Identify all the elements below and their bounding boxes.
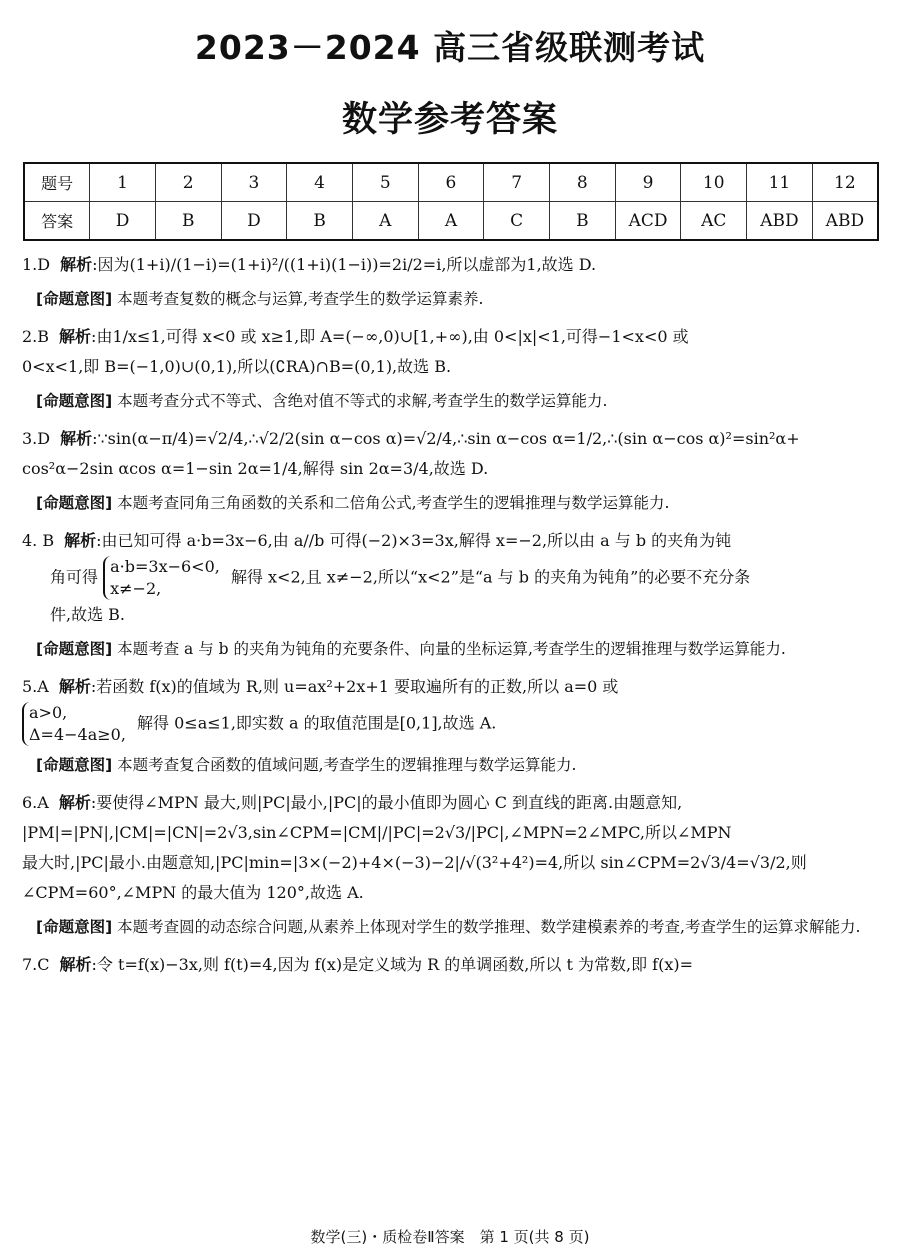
intent-text: 本题考查复合函数的值域问题,考查学生的逻辑推理与数学运算能力. [117,756,577,774]
answer-cell: D [90,202,156,241]
intent-text: 本题考查复数的概念与运算,考查学生的数学运算素养. [117,290,484,308]
answer-cell: A [352,202,418,241]
question-number-cell: 1 [90,163,156,202]
intent-label: [命题意图] [36,918,113,936]
page-subtitle: 数学参考答案 [341,100,558,140]
question-number: 7.C [22,955,50,974]
question-4-solution-pre: 角可得 [50,567,99,587]
question-4: 4. B 解析:由已知可得 a·b=3x−6,由 a//b 可得(−2)×3=3x,解得 x=−2,所以由 a 与 b 的夹角为钝 角可得 a·b=3x−6<0, x≠−2, 解得 x<2,且 x≠−2,所以“x<2”是“a 与 b 的夹角为钝角”的必要不充分条 件,故选 B. [22,526,882,630]
analysis-label: 解析 [60,255,93,274]
question-4-intent [36,634,882,664]
question-5-intent [36,750,882,780]
question-number-cell: 12 [812,163,878,202]
answer-table [23,162,879,241]
analysis-label: 解析 [59,327,92,346]
question-4-solution-line-3: 件,故选 B. [50,605,126,624]
question-number: 5.A [22,677,49,696]
question-7: 7.C 解析:令 t=f(x)−3x,则 f(t)=4,因为 f(x)是定义域为 R 的单调函数,所以 t 为常数,即 f(x)= [22,955,693,974]
row-label-number: 题号 [24,163,90,202]
question-number-cell: 9 [615,163,681,202]
analysis-label: 解析 [59,955,92,974]
answer-table-number-row [24,163,878,202]
question-2: 2.B 解析:由1/x≤1,可得 x<0 或 x≥1,即 A=(−∞,0)∪[1,+∞),由 0<|x|<1,可得−1<x<0 或 0<x<1,即 B=(−1,0)∪(0,1),所以(∁RA)∩B=(0,1),故选 B. [22,322,882,382]
intent-label: [命题意图] [36,494,113,512]
question-number-cell: 6 [418,163,484,202]
question-1-intent [36,284,882,314]
question-number-cell: 10 [681,163,747,202]
answer-cell: B [287,202,353,241]
question-5-solution-line-1: 若函数 f(x)的值域为 R,则 u=ax²+2x+1 要取遍所有的正数,所以 a=0 或 [96,677,619,696]
question-number: 6.A [22,793,49,812]
question-4-solution-line-1: 由已知可得 a·b=3x−6,由 a//b 可得(−2)×3=3x,解得 x=−2,所以由 a 与 b 的夹角为钝 [101,531,732,550]
question-3-solution-line-1: ∵sin(α−π/4)=√2/4,∴√2/2(sin α−cos α)=√2/4,∴sin α−cos α=1/2,∴(sin α−cos α)²=sin²α+ [97,429,800,448]
system-line-2: Δ=4−4a≥0, [29,725,126,744]
question-7-solution-line-1: 令 t=f(x)−3x,则 f(t)=4,因为 f(x)是定义域为 R 的单调函数,所以 t 为常数,即 f(x)= [96,955,693,974]
question-number: 1.D [22,255,51,274]
question-5-solution-post: 解得 0≤a≤1,即实数 a 的取值范围是[0,1],故选 A. [137,713,497,733]
answer-cell: AC [681,202,747,241]
solutions [22,250,882,984]
question-3: 3.D 解析:∵sin(α−π/4)=√2/4,∴√2/2(sin α−cos α)=√2/4,∴sin α−cos α=1/2,∴(sin α−cos α)²=sin²α+ cos²α−2sin αcos α=1−sin 2α=1/4,解得 sin 2α=3/4,故选 D. [22,424,882,484]
intent-label: [命题意图] [36,640,113,658]
intent-text: 本题考查圆的动态综合问题,从素养上体现对学生的数学推理、数学建模素养的考查,考查学生的运算求解能力. [117,918,861,936]
answer-cell: C [484,202,550,241]
question-number-cell: 2 [155,163,221,202]
question-6-solution-line-2: |PM|=|PN|,|CM|=|CN|=2√3,sin∠CPM=|CM|/|PC|=2√3/|PC|,∠MPN=2∠MPC,所以∠MPN [22,823,732,842]
question-6: 6.A 解析:要使得∠MPN 最大,则|PC|最小,|PC|的最小值即为圆心 C 到直线的距离.由题意知, |PM|=|PN|,|CM|=|CN|=2√3,sin∠CPM=|CM|/|PC|=2√3/|PC|,∠MPN=2∠MPC,所以∠MPN 最大时,|PC|最小.由题意知,|PC|min=|3×(−2)+4×(−3)−2|/√(3²+4²)=4,所以 sin∠CPM=2√3/4=√3/2,则 ∠CPM=60°,∠MPN 的最大值为 120°,故选 A. [22,788,882,908]
analysis-label: 解析 [60,429,93,448]
intent-text: 本题考查同角三角函数的关系和二倍角公式,考查学生的逻辑推理与数学运算能力. [117,494,670,512]
intent-text: 本题考查 a 与 b 的夹角为钝角的充要条件、向量的坐标运算,考查学生的逻辑推理与数学运算能力. [117,640,786,658]
question-2-solution-line-2: 0<x<1,即 B=(−1,0)∪(0,1),所以(∁RA)∩B=(0,1),故选 B. [22,357,452,376]
question-6-solution-line-1: 要使得∠MPN 最大,则|PC|最小,|PC|的最小值即为圆心 C 到直线的距离.由题意知, [96,793,683,812]
question-4-solution-post: 解得 x<2,且 x≠−2,所以“x<2”是“a 与 b 的夹角为钝角”的必要不充分条 [230,567,751,587]
question-number-cell: 4 [287,163,353,202]
question-6-solution-line-3: 最大时,|PC|最小.由题意知,|PC|min=|3×(−2)+4×(−3)−2|/√(3²+4²)=4,所以 sin∠CPM=2√3/4=√3/2,则 [22,853,807,872]
answer-cell: ACD [615,202,681,241]
question-number: 4. B [22,531,55,550]
question-2-intent [36,386,882,416]
intent-label: [命题意图] [36,756,113,774]
equation-system [22,702,126,746]
analysis-label: 解析 [58,677,91,696]
system-line-2: x≠−2, [110,579,162,598]
equation-system [103,556,220,600]
question-2-solution-line-1: 由1/x≤1,可得 x<0 或 x≥1,即 A=(−∞,0)∪[1,+∞),由 0<|x|<1,可得−1<x<0 或 [96,327,689,346]
intent-text: 本题考查分式不等式、含绝对值不等式的求解,考查学生的数学运算能力. [117,392,608,410]
question-6-intent [36,912,882,942]
question-number-cell: 5 [352,163,418,202]
analysis-label: 解析 [58,793,91,812]
answer-cell: D [221,202,287,241]
question-3-solution-line-2: cos²α−2sin αcos α=1−sin 2α=1/4,解得 sin 2α=3/4,故选 D. [22,459,489,478]
question-number-cell: 3 [221,163,287,202]
system-line-1: a>0, [29,703,68,722]
page-footer: 数学(三)・质检卷Ⅱ答案 第 1 页(共 8 页) [310,1228,590,1246]
answer-table-answer-row [24,202,878,241]
question-1: 1.D 解析:因为(1+i)/(1−i)=(1+i)²/((1+i)(1−i))=2i/2=i,所以虚部为1,故选 D. [22,255,597,274]
answer-cell: A [418,202,484,241]
system-line-1: a·b=3x−6<0, [110,557,220,576]
question-3-intent [36,488,882,518]
question-5: 5.A 解析:若函数 f(x)的值域为 R,则 u=ax²+2x+1 要取遍所有的正数,所以 a=0 或 a>0, Δ=4−4a≥0, 解得 0≤a≤1,即实数 a 的取值范围是[0,1],故选 A. [22,677,619,744]
question-1-solution: 因为(1+i)/(1−i)=(1+i)²/((1+i)(1−i))=2i/2=i,所以虚部为1,故选 D. [97,255,597,274]
answer-cell: B [550,202,616,241]
intent-label: [命题意图] [36,290,113,308]
page-title: 2023－2024 高三省级联测考试 [194,28,706,67]
question-number: 2.B [22,327,50,346]
question-number-cell: 7 [484,163,550,202]
question-number-cell: 8 [550,163,616,202]
question-number-cell: 11 [747,163,813,202]
answer-cell: ABD [812,202,878,241]
intent-label: [命题意图] [36,392,113,410]
question-6-solution-line-4: ∠CPM=60°,∠MPN 的最大值为 120°,故选 A. [22,883,364,902]
row-label-answer: 答案 [24,202,90,241]
analysis-label: 解析 [64,531,97,550]
question-number: 3.D [22,429,51,448]
answer-cell: B [155,202,221,241]
answer-cell: ABD [747,202,813,241]
